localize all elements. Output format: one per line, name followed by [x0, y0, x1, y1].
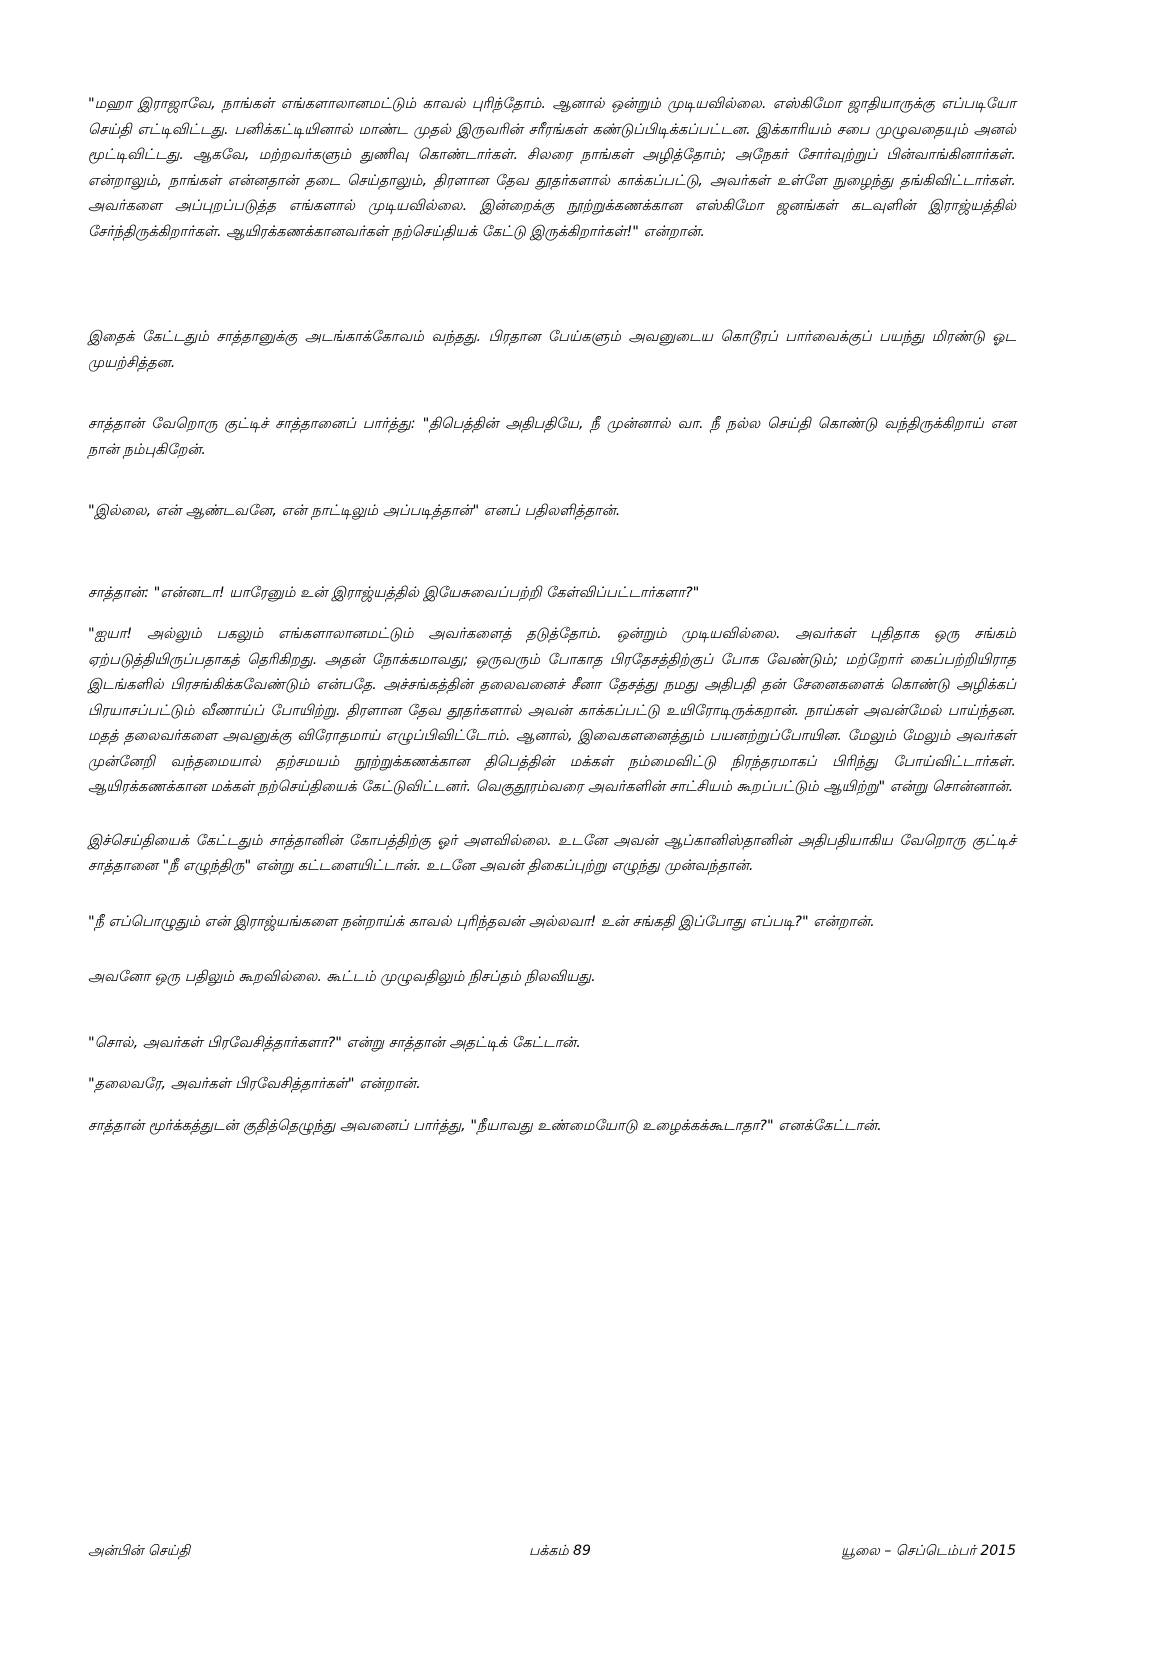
paragraph-satan-asks-afghan: "நீ எப்பொழுதும் என் இராஜ்யங்களை நன்றாய்க் காவல் புரிந்தவன் அல்லவா! உன் சங்கதி இப்போது எப்படி?" என்றான்.	[88, 913, 875, 930]
paragraph-silence: அவனோ ஒரு பதிலும் கூறவில்லை. கூட்டம் முழுவதிலும் நிசப்தம் நிலவியது.	[88, 969, 596, 985]
paragraph-tibet-reply: "இல்லை, என் ஆண்டவனே, என் நாட்டிலும் அப்படித்தான்" எனப் பதிலளித்தான்.	[88, 503, 621, 519]
footer-publication-name: அன்பின் செய்தி	[88, 1543, 191, 1559]
page-footer	[88, 1543, 1016, 1567]
paragraph-tibet-summon: சாத்தான் வேறொரு குட்டிச் சாத்தானைப் பார்த்து: "திபெத்தின் அதிபதியே, நீ முன்னால் வா. நீ நல்ல செய்தி கொண்டு வந்திருக்கிறாய் என நான் நம்புகிறேன்.	[88, 416, 1016, 458]
paragraph-satan-demand: "சொல், அவர்கள் பிரவேசித்தார்களா?" என்று சாத்தான் அதட்டிக் கேட்டான்.	[88, 1034, 581, 1051]
footer-issue-date: யூலை – செப்டெம்பர் 2015	[841, 1543, 1016, 1559]
paragraph-afghan-answer: "தலைவரே, அவர்கள் பிரவேசித்தார்கள்" என்றான்.	[88, 1076, 421, 1092]
paragraph-tibet-report: "ஐயா! அல்லும் பகலும் எங்களாலானமட்டும் அவர்களைத் தடுத்தோம். ஒன்றும் முடியவில்லை. அவர்கள் புதிதாக ஒரு சங்கம் ஏற்படுத்தியிருப்பதாகத் தெரிகிறது. அதன் நோக்கமாவது; ஒருவரும் போகாத பிரதேசத்திற்குப் போக வேண்டும்; மற்றோர் கைப்பற்றியிராத இடங்களில் பிரசங்கிக்கவேண்டும் என்பதே. அச்சங்கத்தின் தலைவனைச் சீனா தேசத்து நமது அதிபதி தன் சேனைகளைக் கொண்டு அழிக்கப் பிரயாசப்பட்டும் வீணாய்ப் போயிற்று. திரளான தேவ தூதர்களால் அவன் காக்கப்பட்டு உயிரோடிருக்கறான். நாய்கள் அவன்மேல் பாய்ந்தன. மதத் தலைவர்களை அவனுக்கு விரோதமாய் எழுப்பிவிட்டோம். ஆனால், இவைகளனைத்தும் பயனற்றுப்போயின. மேலும் மேலும் அவர்கள் முன்னேறி வந்தமையால் தற்சமயம் நூற்றுக்கணக்கான திபெத்தின் மக்கள் நம்மைவிட்டு நிரந்தரமாகப் பிரிந்து போய்விட்டார்கள். ஆயிரக்கணக்கான மக்கள் நற்செய்தியைக் கேட்டுவிட்டனர். வெகுதூரம்வரை அவர்களின் சாட்சியம் கூறப்பட்டும் ஆயிற்று" என்று சொன்னான்.	[88, 626, 1016, 795]
paragraph-satan-question: சாத்தான்: "என்னடா! யாரேனும் உன் இராஜ்யத்தில் இயேசுவைப்பற்றி கேள்விப்பட்டார்களா?"	[88, 584, 700, 601]
paragraph-satan-anger: இதைக் கேட்டதும் சாத்தானுக்கு அடங்காக்கோவம் வந்தது. பிரதான பேய்களும் அவனுடைய கொடூரப் பார்வைக்குப் பயந்து மிரண்டு ஓட முயற்சித்தன.	[88, 329, 1016, 371]
paragraph-afghanistan-summon: இச்செய்தியைக் கேட்டதும் சாத்தானின் கோபத்திற்கு ஓர் அளவில்லை. உடனே அவன் ஆப்கானிஸ்தானின் அதிபதியாகிய வேறொரு குட்டிச் சாத்தானை "நீ எழுந்திரு" என்று கட்டளையிட்டான். உடனே அவன் திகைப்புற்று எழுந்து முன்வந்தான்.	[88, 832, 1016, 874]
paragraph-satan-rage: சாத்தான் மூர்க்கத்துடன் குதித்தெழுந்து அவனைப் பார்த்து, "நீயாவது உண்மையோடு உழைக்கக்கூடாதா?" எனக்கேட்டான்.	[88, 1117, 882, 1134]
document-page	[88, 92, 1016, 1139]
footer-page-number: பக்கம் 89	[529, 1543, 591, 1559]
paragraph-eskimo-report: "மஹா இராஜாவே, நாங்கள் எங்களாலானமட்டும் காவல் புரிந்தோம். ஆனால் ஒன்றும் முடியவில்லை. எஸ்கிமோ ஜாதியாருக்கு எப்படியோ செய்தி எட்டிவிட்டது. பனிக்கட்டியினால் மாண்ட முதல் இருவரின் சரீரங்கள் கண்டுப்பிடிக்கப்பட்டன. இக்காரியம் சபை முழுவதையும் அனல் மூட்டிவிட்டது. ஆகவே, மற்றவர்களும் துணிவு கொண்டார்கள். சிலரை நாங்கள் அழித்தோம்; அநேகர் சோர்வுற்றுப் பின்வாங்கினார்கள். என்றாலும், நாங்கள் என்னதான் தடை செய்தாலும், திரளான தேவ தூதர்களால் காக்கப்பட்டு, அவர்கள் உள்ளே நுழைந்து தங்கிவிட்டார்கள். அவர்களை அப்புறப்படுத்த எங்களால் முடியவில்லை. இன்றைக்கு நூற்றுக்கணக்கான எஸ்கிமோ ஜனங்கள் கடவுளின் இராஜ்யத்தில் சேர்ந்திருக்கிறார்கள். ஆயிரக்கணக்கானவர்கள் நற்செய்தியக் கேட்டு இருக்கிறார்கள்!" என்றான்.	[88, 96, 1016, 240]
